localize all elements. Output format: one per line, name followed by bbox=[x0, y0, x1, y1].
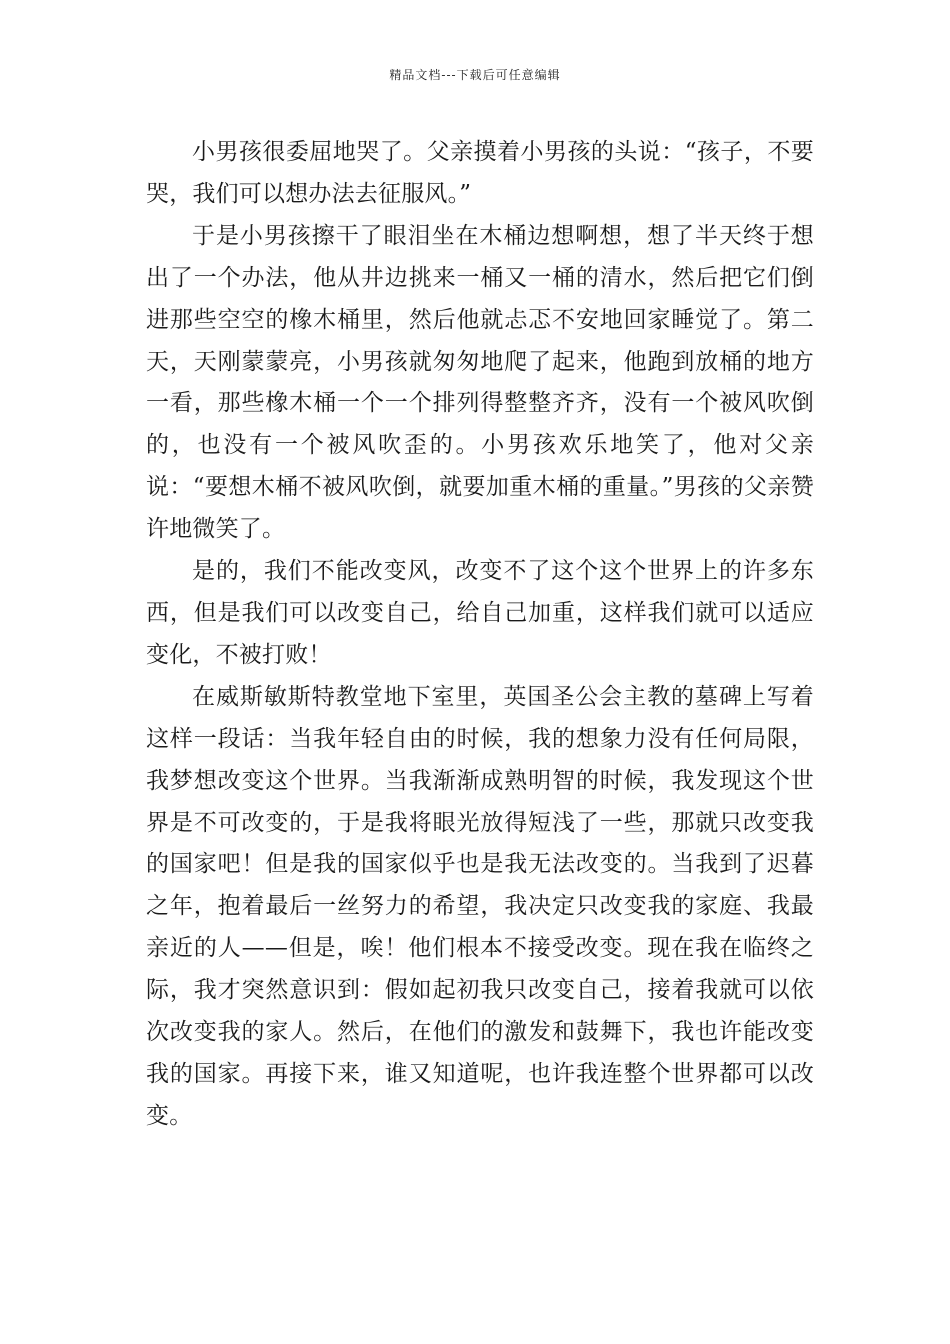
paragraph-boy-cried: 小男孩很委屈地哭了。父亲摸着小男孩的头说：“孩子，不要哭，我们可以想办法去征服风。” bbox=[146, 139, 814, 207]
paragraph-change-self: 是的，我们不能改变风，改变不了这个这个世界上的许多东西，但是我们可以改变自己，给自己加重，这样我们就可以适应变化，不被打败！ bbox=[146, 558, 814, 668]
paragraph-westminster-epitaph: 在威斯敏斯特教堂地下室里，英国圣公会主教的墓碑上写着这样一段话：当我年轻自由的时候，我的想象力没有任何局限，我梦想改变这个世界。当我渐渐成熟明智的时候，我发现这个世界是不可改变的，于是我将眼光放得短浅了一些，那就只改变我的国家吧！但是我的国家似乎也是我无法改变的。当我到了迟暮之年，抱着最后一丝努力的希望，我决定只改变我的家庭、我最亲近的人——但是，唉！他们根本不接受改变。现在我在临终之际，我才突然意识到：假如起初我只改变自己，接着我就可以依次改变我的家人。然后，在他们的激发和鼓舞下，我也许能改变我的国家。再接下来，谁又知道呢，也许我连整个世界都可以改变。 bbox=[146, 683, 814, 1129]
paragraph-water-buckets: 于是小男孩擦干了眼泪坐在木桶边想啊想，想了半天终于想出了一个办法，他从井边挑来一桶又一桶的清水，然后把它们倒进那些空空的橡木桶里，然后他就忐忑不安地回家睡觉了。第二天，天刚蒙蒙亮，小男孩就匆匆地爬了起来，他跑到放桶的地方一看，那些橡木桶一个一个排列得整整齐齐，没有一个被风吹倒的，也没有一个被风吹歪的。小男孩欢乐地笑了，他对父亲说：“要想木桶不被风吹倒，就要加重木桶的重量。”男孩的父亲赞许地微笑了。 bbox=[146, 222, 814, 543]
document-body bbox=[146, 132, 814, 1138]
page-header: 精品文档---下载后可任意编辑 bbox=[389, 68, 561, 82]
